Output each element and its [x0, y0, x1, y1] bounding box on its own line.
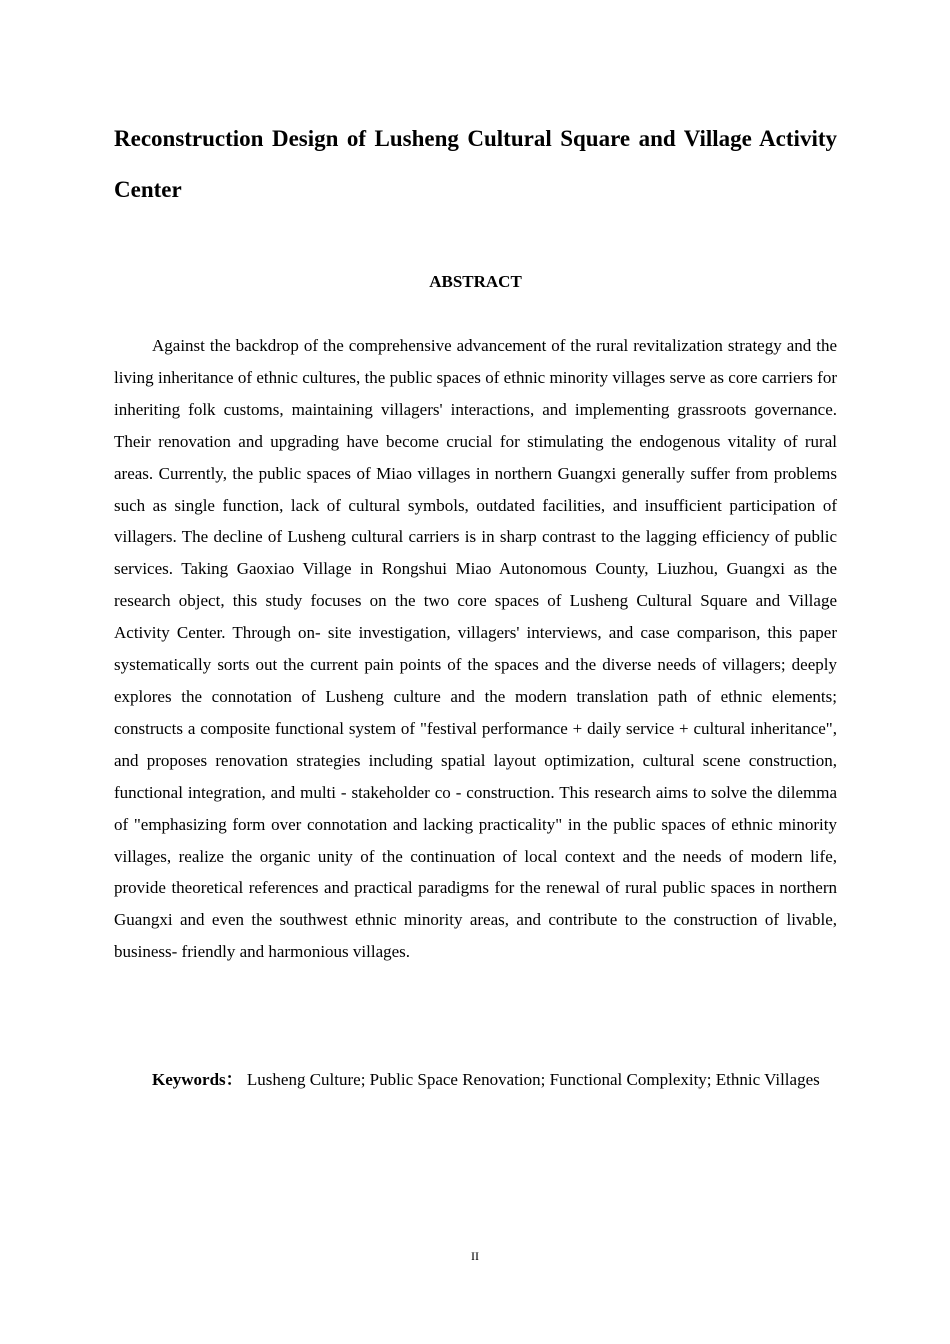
keywords-list: Lusheng Culture; Public Space Renovation; Functional Complexity; Ethnic Villages: [242, 1070, 820, 1089]
keywords-label: Keywords：: [152, 1070, 243, 1089]
keywords-paragraph: [114, 1064, 837, 1096]
page-number: II: [471, 1249, 479, 1263]
document-title: Reconstruction Design of Lusheng Cultural Square and Village Activity Center: [114, 126, 837, 202]
abstract-paragraph: Against the backdrop of the comprehensive advancement of the rural revitalization strategy and the living inheritance of ethnic cultures, the public spaces of ethnic minority villages serve as core carriers for inheriting folk customs, maintaining villagers' interactions, and implementing grassroots governance. Their renovation and upgrading have become crucial for stimulating the endogenous vitality of rural areas. Currently, the public spaces of Miao villages in northern Guangxi generally suffer from problems such as single function, lack of cultural symbols, outdated facilities, and insufficient participation of villagers. The decline of Lusheng cultural carriers is in sharp contrast to the lagging efficiency of public services. Taking Gaoxiao Village in Rongshui Miao Autonomous County, Liuzhou, Guangxi as the research object, this study focuses on the two core spaces of Lusheng Cultural Square and Village Activity Center. Through on- site investigation, villagers' interviews, and case comparison, this paper systematically sorts out the current pain points of the spaces and the diverse needs of villagers; deeply explores the connotation of Lusheng culture and the modern translation path of ethnic elements; constructs a composite functional system of "festival performance + daily service + cultural inheritance", and proposes renovation strategies including spatial layout optimization, cultural scene construction, functional integration, and multi - stakeholder co - construction. This research aims to solve the dilemma of "emphasizing form over connotation and lacking practicality" in the public spaces of ethnic minority villages, realize the organic unity of the continuation of local context and the needs of modern life, provide theoretical references and practical paradigms for the renewal of rural public spaces in northern Guangxi and even the southwest ethnic minority areas, and contribute to the construction of livable, business- friendly and harmonious villages.: [114, 336, 837, 962]
abstract-heading: ABSTRACT: [429, 272, 522, 291]
